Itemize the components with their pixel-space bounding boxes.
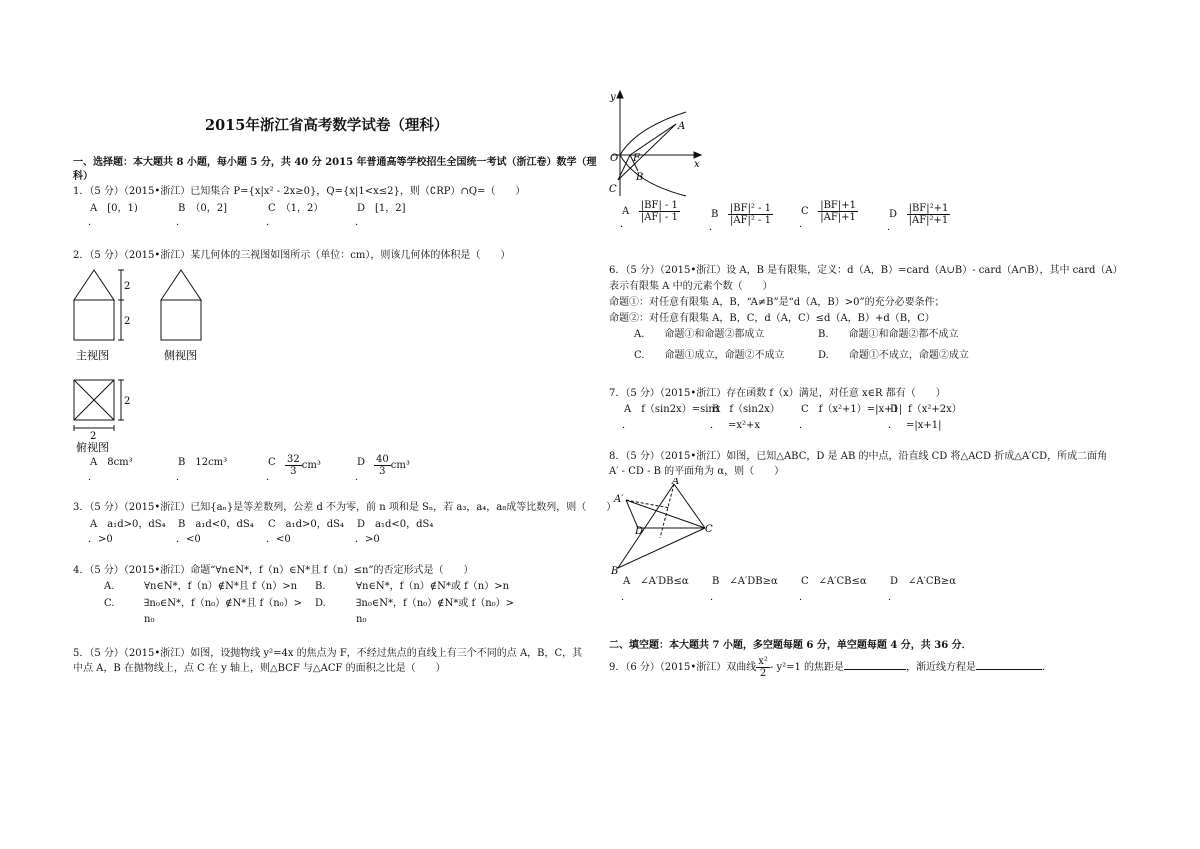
q1-option-dot: ． [266, 217, 276, 228]
q2-stem: 2．（5 分）（2015•浙江）某几何体的三视图如图所示（单位：cm），则该几何体的体积是（ ） [73, 250, 511, 261]
q4-option-c: ∃n₀∈N*，f（n₀）∉N*且 f（n₀）> [144, 598, 303, 609]
q6-option-a: A. 命题①和命题②都成立 [634, 329, 765, 340]
q8-option-b: B ∠A′DB≥α [712, 576, 778, 587]
q5-option-d: D $\frac{\text{|BF|²+1}}{\text{|AF|²+1}}$ [889, 203, 949, 226]
q7-option-b: B f（sin2x） [712, 404, 780, 415]
y-axis-label: y [610, 92, 616, 103]
q4-option-b: ∀n∈N*，f（n）∉N*或 f（n）>n [356, 581, 510, 592]
q5-option-b: B $\frac{\text{|BF|² - 1}}{\text{|AF|² - 1}}$ [711, 203, 772, 226]
q7-option-d-cont: =|x+1| [906, 420, 942, 431]
q1-option-b: B （0，2] [178, 203, 227, 214]
q6-option-c: C. 命题①成立，命题②不成立 [634, 350, 785, 361]
q2-option-c: C [268, 457, 276, 468]
q3-option-c-cont: ．<0 [266, 534, 291, 545]
dim-label: 2 [90, 431, 97, 442]
dim-label: 2 [124, 316, 131, 327]
q8-option-a: A ∠A′DB≤α [623, 576, 689, 587]
q2-option-dot: ． [266, 472, 276, 483]
section1-heading-cont: 科） [73, 171, 93, 182]
q6-stem: 6．（5 分）（2015•浙江）设 A，B 是有限集，定义：d（A，B）=card（A∪B）- card（A∩B），其中 card（A） [609, 265, 1123, 276]
q3-option-b: B a₁d<0，dS₄ [178, 519, 254, 530]
q3-option-d: D a₁d<0，dS₄ [357, 519, 434, 530]
dim-label: 2 [124, 396, 131, 407]
q6-proposition-1: 命题①：对任意有限集 A，B，“A≠B”是“d（A，B）>0”的充分必要条件； [609, 297, 945, 308]
point-d-label: D [635, 526, 644, 537]
q8-stem: 8．（5 分）（2015•浙江）如图，已知△ABC，D 是 AB 的中点，沿直线 CD 将△ACD 折成△A′CD，所成二面角 [609, 451, 1108, 462]
q5-stem: 5．（5 分）（2015•浙江）如图，设抛物线 y²=4x 的焦点为 F，不经过焦点的直线上有三个不同的点 A，B，C，其 [73, 648, 583, 659]
q3-option-a-cont: ．>0 [88, 534, 113, 545]
dim-label: 2 [124, 281, 131, 292]
q8-option-dot: ． [888, 592, 898, 603]
page-title: 2015年浙江省高考数学试卷（理科） [205, 117, 449, 134]
origin-label: O [610, 153, 619, 164]
q8-fold-figure [610, 478, 720, 576]
top-view [74, 380, 124, 431]
q4-option-b-label: B. [315, 581, 326, 592]
point-c-label: C [609, 184, 617, 195]
q5-stem-cont: 中点 A，B 在抛物线上，点 C 在 y 轴上，则△BCF 与△ACF 的面积之比是（ ） [73, 663, 446, 674]
q6-option-d: D. 命题①不成立，命题②成立 [818, 350, 969, 361]
q7-option-b-cont: =x²+x [728, 420, 761, 431]
parabola-curve [620, 112, 686, 196]
q9-question: 9．（6 分）（2015•浙江）双曲线 $\frac{\text{x²}}{2}$ - y²=1 的焦距是 ，渐近线方程是 ． [609, 656, 1053, 679]
x-axis-label: x [694, 159, 700, 170]
q5-option-dot: ． [620, 219, 630, 230]
q2-three-views-figure [66, 262, 216, 454]
front-view [74, 270, 124, 340]
q4-option-c-cont: n₀ [144, 614, 155, 625]
q4-stem: 4．（5 分）（2015•浙江）命题“∀n∈N*，f（n）∈N*且 f（n）≤n”的否定形式是（ ） [73, 565, 474, 576]
q7-option-dot: ． [799, 420, 809, 431]
point-a-label: A [672, 478, 680, 487]
q8-option-d: D ∠A′CB≥α [890, 576, 957, 587]
q2-option-a: A 8cm³ [90, 457, 133, 468]
point-a-prime-label: A′ [614, 494, 624, 505]
q4-option-a: ∀n∈N*，f（n）∉N*且 f（n）>n [144, 581, 298, 592]
q7-option-dot: ． [888, 420, 898, 431]
q4-option-c-label: C. [104, 598, 115, 609]
q2-option-c-value: $\frac{32}{3}$ cm³ [287, 454, 321, 477]
q5-option-c: C $\frac{|BF|+1}{|AF|+1}$ [801, 200, 856, 223]
q6-proposition-2: 命题②：对任意有限集 A，B，C，d（A，C）≤d（A，B）+d（B，C） [609, 313, 935, 324]
q6-stem-cont: 表示有限集 A 中的元素个数（ ） [609, 281, 773, 292]
q9-blank-1[interactable] [844, 659, 906, 670]
q8-stem-cont: A′ - CD - B 的平面角为 α，则（ ） [609, 466, 785, 477]
q1-stem: 1．（5 分）（2015•浙江）已知集合 P={x|x² - 2x≥0}，Q={x|1<x≤2}，则（∁RP）∩Q=（ ） [73, 186, 526, 197]
q2-option-b: B 12cm³ [178, 457, 228, 468]
section1-heading: 一、选择题：本大题共 8 小题，每小题 5 分，共 40 分 2015 年普通高等学校招生全国统一考试（浙江卷）数学（理 [73, 157, 597, 168]
point-b-label: B [636, 172, 644, 183]
q7-option-dot: ． [710, 420, 720, 431]
q1-option-dot: ． [176, 217, 186, 228]
q7-stem: 7．（5 分）（2015•浙江）存在函数 f（x）满足，对任意 x∈R 都有（ ） [609, 388, 946, 399]
q1-option-a: A [0，1) [90, 203, 138, 214]
q3-option-c: C a₁d>0，dS₄ [268, 519, 345, 530]
q4-option-a-label: A. [104, 581, 115, 592]
front-view-label: 主视图 [76, 349, 109, 362]
q5-option-dot: ． [887, 222, 897, 233]
q7-option-dot: ． [622, 420, 632, 431]
point-b-label: B [611, 566, 619, 576]
side-view [161, 270, 201, 340]
q1-option-dot: ． [88, 217, 98, 228]
q2-option-dot: ． [355, 472, 365, 483]
q1-option-c: C （1，2） [268, 203, 324, 214]
q1-option-dot: ． [355, 217, 365, 228]
q3-option-d-cont: ．>0 [355, 534, 380, 545]
point-a-label: A [678, 121, 686, 132]
q4-option-d-cont: n₀ [356, 614, 367, 625]
q7-option-a: A f（sin2x）=sinx [624, 404, 721, 415]
q2-option-dot: ． [88, 472, 98, 483]
q2-option-dot: ． [176, 472, 186, 483]
q8-option-dot: ． [799, 592, 809, 603]
point-f-label: F [633, 153, 640, 164]
side-view-label: 侧视图 [164, 349, 197, 362]
q8-option-dot: ． [710, 592, 720, 603]
q8-option-dot: ． [621, 592, 631, 603]
q7-option-d: D f（x²+2x） [890, 404, 962, 415]
q6-option-b: B. 命题①和命题②都不成立 [818, 329, 959, 340]
q5-parabola-figure [606, 88, 706, 200]
q8-option-c: C ∠A′CB≤α [801, 576, 867, 587]
q3-stem: 3．（5 分）（2015•浙江）已知{aₙ}是等差数列，公差 d 不为零，前 n 项和是 Sₙ，若 a₃，a₄，a₈成等比数列，则（ ） [73, 502, 617, 513]
q3-option-b-cont: ．<0 [176, 534, 201, 545]
q7-option-c: C f（x²+1）=|x+1| [801, 404, 903, 415]
line-ac [618, 124, 676, 180]
q4-option-d: ∃n₀∈N*，f（n₀）∉N*或 f（n₀）> [356, 598, 515, 609]
point-c-label: C [705, 524, 713, 535]
q3-option-a: A a₁d>0，dS₄ [90, 519, 166, 530]
q5-option-dot: ． [709, 222, 719, 233]
q2-option-d: D [357, 457, 366, 468]
q5-option-a: A $\frac{|BF| - 1}{|AF| - 1}$ [622, 200, 678, 223]
q4-option-d-label: D. [315, 598, 326, 609]
q1-option-d: D [1，2] [357, 203, 406, 214]
section2-heading: 二、填空题：本大题共 7 小题，多空题每题 6 分，单空题每题 4 分，共 36 分． [609, 640, 972, 651]
q9-blank-2[interactable] [976, 659, 1042, 670]
q2-option-d-value: $\frac{40}{3}$ cm³ [376, 454, 410, 477]
top-view-label: 俯视图 [76, 441, 109, 454]
q5-option-dot: ． [799, 219, 809, 230]
